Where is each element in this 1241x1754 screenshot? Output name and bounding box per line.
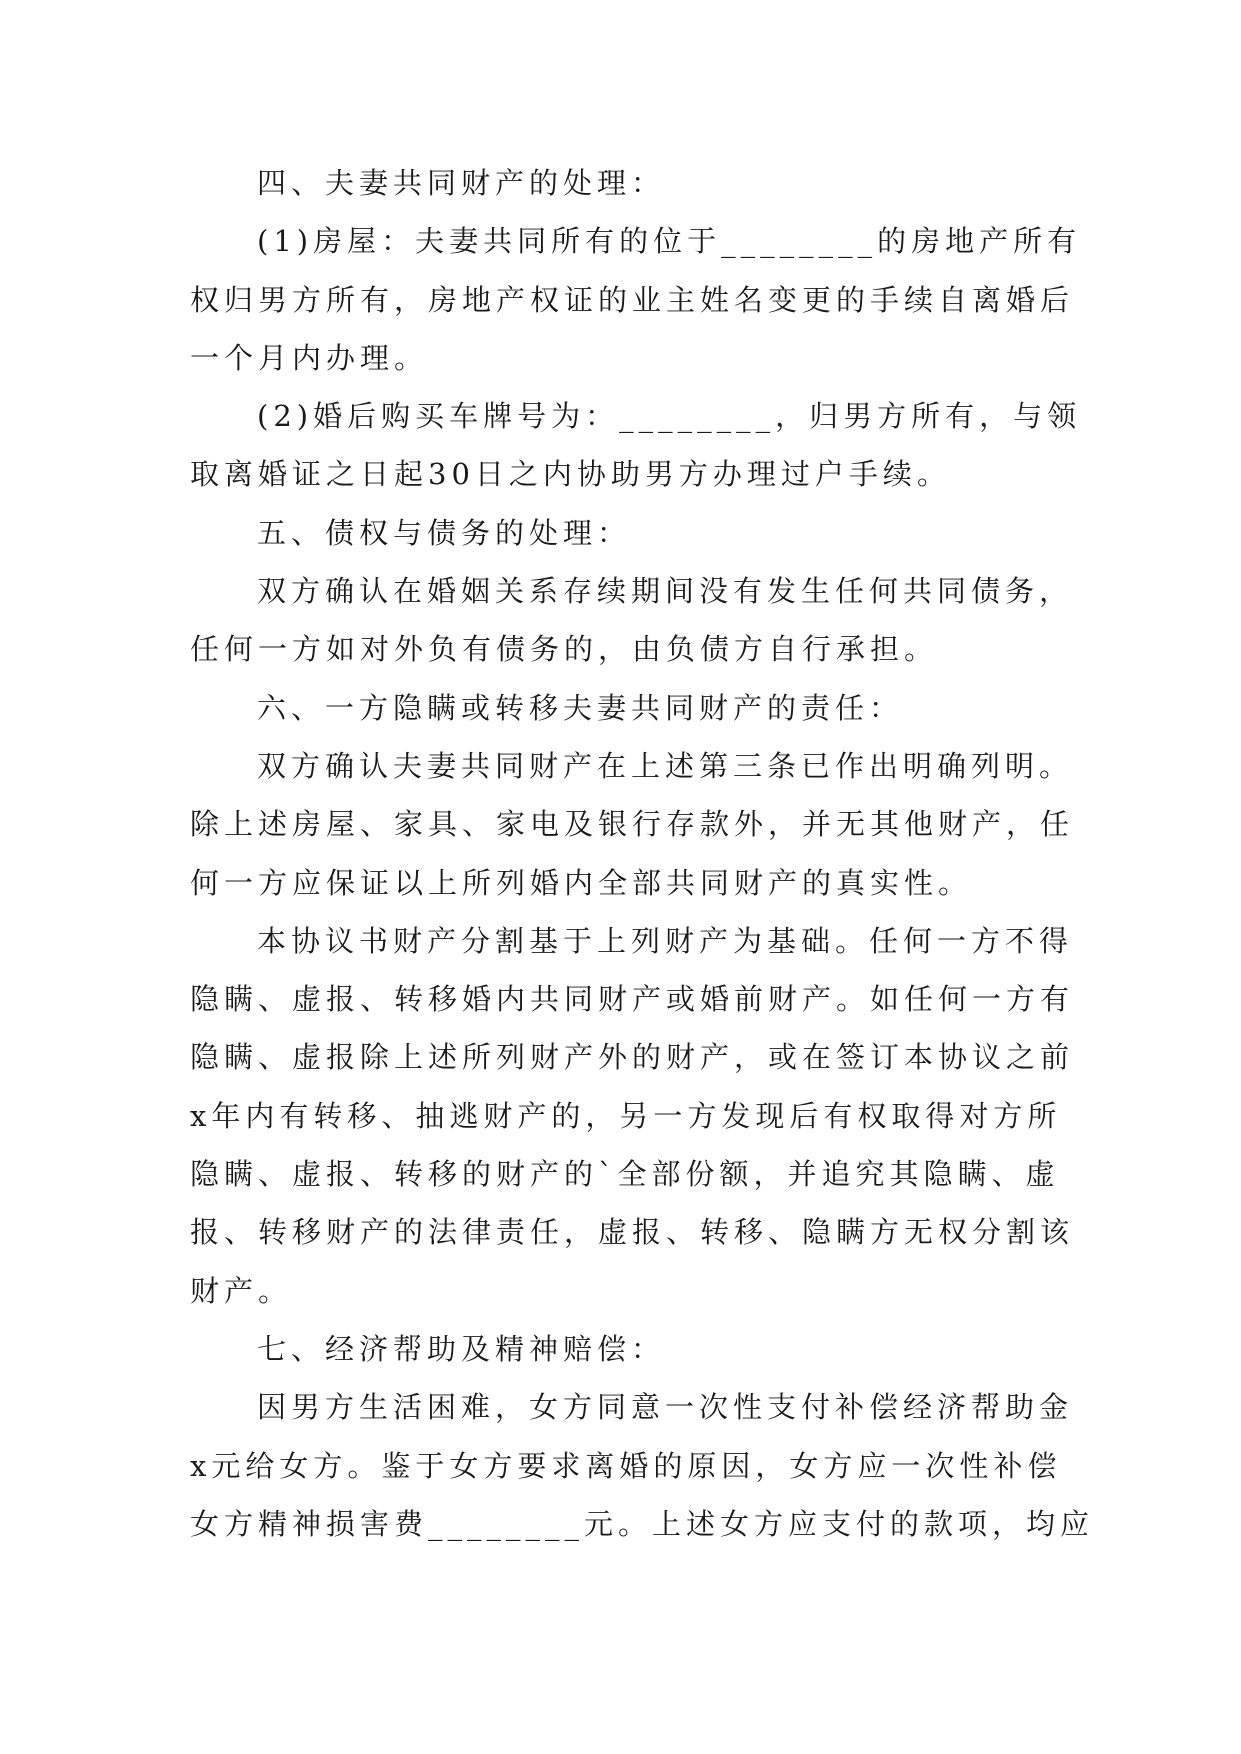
paragraph-line: 女方精神损害费________元。上述女方应支付的款项，均应 [190, 1506, 1095, 1541]
paragraph-line: (1)房屋：夫妻共同所有的位于________的房地产所有 [257, 224, 1082, 259]
paragraph-line: 何一方应保证以上所列婚内全部共同财产的真实性。 [190, 865, 973, 900]
paragraph-line: 本协议书财产分割基于上列财产为基础。任何一方不得 [257, 923, 1074, 958]
paragraph-line: 隐瞒、虚报、转移的财产的`全部份额，并追究其隐瞒、虚 [190, 1157, 1060, 1192]
paragraph-line: x元给女方。鉴于女方要求离婚的原因，女方应一次性补偿 [190, 1448, 1062, 1483]
paragraph-line: x年内有转移、抽逃财产的，另一方发现后有权取得对方所 [190, 1098, 1062, 1133]
paragraph-line: 财产。 [190, 1273, 293, 1308]
section-heading-four: 四、夫妻共同财产的处理： [257, 166, 666, 200]
paragraph-line: 一个月内办理。 [190, 340, 429, 375]
paragraph-line: 权归男方所有，房地产权证的业主姓名变更的手续自离婚后 [190, 282, 1075, 317]
section-heading-five: 五、债权与债务的处理： [257, 515, 632, 550]
paragraph-line: 报、转移财产的法律责任，虚报、转移、隐瞒方无权分割该 [190, 1215, 1075, 1250]
paragraph-line: 取离婚证之日起30日之内协助男方办理过户手续。 [190, 457, 951, 492]
paragraph-line: 因男方生活困难，女方同意一次性支付补偿经济帮助金 [257, 1390, 1074, 1425]
section-heading-seven: 七、经济帮助及精神赔偿： [257, 1331, 666, 1366]
section-heading-six: 六、一方隐瞒或转移夫妻共同财产的责任： [257, 690, 904, 725]
paragraph-line: (2)婚后购买车牌号为：________，归男方所有，与领 [257, 399, 1082, 434]
paragraph-line: 任何一方如对外负有债务的，由负债方自行承担。 [190, 632, 939, 667]
document-body [190, 154, 1095, 1553]
paragraph-line: 双方确认在婚姻关系存续期间没有发生任何共同债务， [257, 574, 1074, 609]
paragraph-line: 隐瞒、虚报、转移婚内共同财产或婚前财产。如任何一方有 [190, 982, 1075, 1017]
paragraph-line: 隐瞒、虚报除上述所列财产外的财产，或在签订本协议之前 [190, 1040, 1075, 1075]
paragraph-line: 除上述房屋、家具、家电及银行存款外，并无其他财产，任 [190, 807, 1075, 842]
paragraph-line: 双方确认夫妻共同财产在上述第三条已作出明确列明。 [257, 748, 1074, 783]
